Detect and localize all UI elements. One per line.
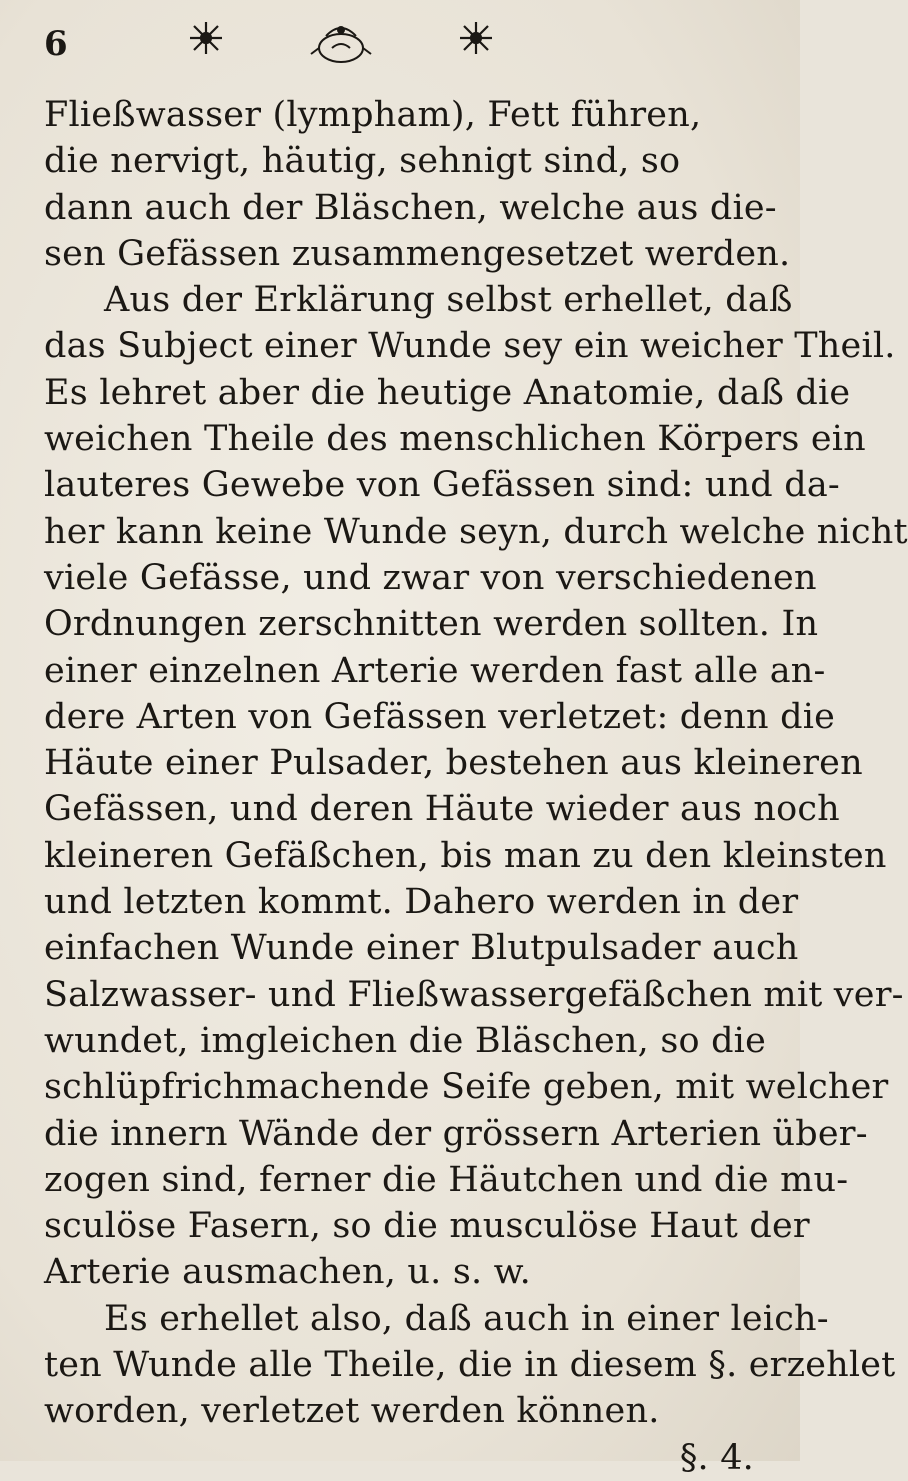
page-number: 6 (44, 24, 68, 64)
text-line: dere Arten von Gefässen verletzet: denn die (44, 696, 836, 737)
text-line: Gefässen, und deren Häute wieder aus noch (44, 789, 840, 830)
text-line: worden, verletzet werden können. (44, 1391, 660, 1432)
text-line: einer einzelnen Arterie werden fast alle an- (44, 650, 826, 691)
text-line: und letzten kommt. Dahero werden in der (44, 882, 799, 923)
text-line: kleineren Gefäßchen, bis man zu den kleinsten (44, 835, 887, 876)
text-line: zogen sind, ferner die Häutchen und die mu- (44, 1159, 849, 1200)
catchword-section-marker: §. 4. (679, 1437, 754, 1478)
text-line: das Subject einer Wunde sey ein weicher Theil. (44, 326, 896, 367)
text-line: Fließwasser (lympham), Fett führen, (44, 95, 702, 135)
text-line: die nervigt, häutig, sehnigt sind, so (44, 141, 681, 182)
paragraph-start-line: Es erhellet also, daß auch in einer leich- (104, 1298, 829, 1339)
text-line: dann auch der Bläschen, welche aus die- (44, 187, 777, 228)
star-ornament-icon (186, 18, 226, 58)
body-text (44, 92, 908, 1481)
text-line: viele Gefässe, und zwar von verschiedenen (44, 557, 817, 598)
page-header (36, 18, 636, 78)
star-ornament-icon (456, 18, 496, 58)
text-line: Häute einer Pulsader, bestehen aus kleineren (44, 743, 863, 784)
text-line: weichen Theile des menschlichen Körpers ein (44, 419, 866, 460)
text-line: her kann keine Wunde seyn, durch welche nicht (44, 511, 908, 552)
text-line: die innern Wände der grössern Arterien über- (44, 1113, 868, 1154)
text-line: ten Wunde alle Theile, die in diesem §. erzehlet (44, 1345, 896, 1386)
text-line: Salzwasser- und Fließwassergefäßchen mit ver- (44, 974, 904, 1015)
text-line: Es lehret aber die heutige Anatomie, daß die (44, 372, 851, 413)
text-line: Arterie ausmachen, u. s. w. (44, 1252, 531, 1293)
text-line: Ordnungen zerschnitten werden sollten. In (44, 604, 819, 645)
crest-ornament-icon (306, 18, 376, 68)
text-line: sen Gefässen zusammengesetzet werden. (44, 233, 791, 274)
text-line: einfachen Wunde einer Blutpulsader auch (44, 928, 799, 969)
text-line: schlüpfrichmachende Seife geben, mit welcher (44, 1067, 889, 1108)
paragraph-start-line: Aus der Erklärung selbst erhellet, daß (104, 280, 793, 321)
text-line: wundet, imgleichen die Bläschen, so die (44, 1020, 766, 1061)
text-line: sculöse Fasern, so die musculöse Haut der (44, 1206, 810, 1247)
text-line: lauteres Gewebe von Gefässen sind: und da- (44, 465, 840, 506)
